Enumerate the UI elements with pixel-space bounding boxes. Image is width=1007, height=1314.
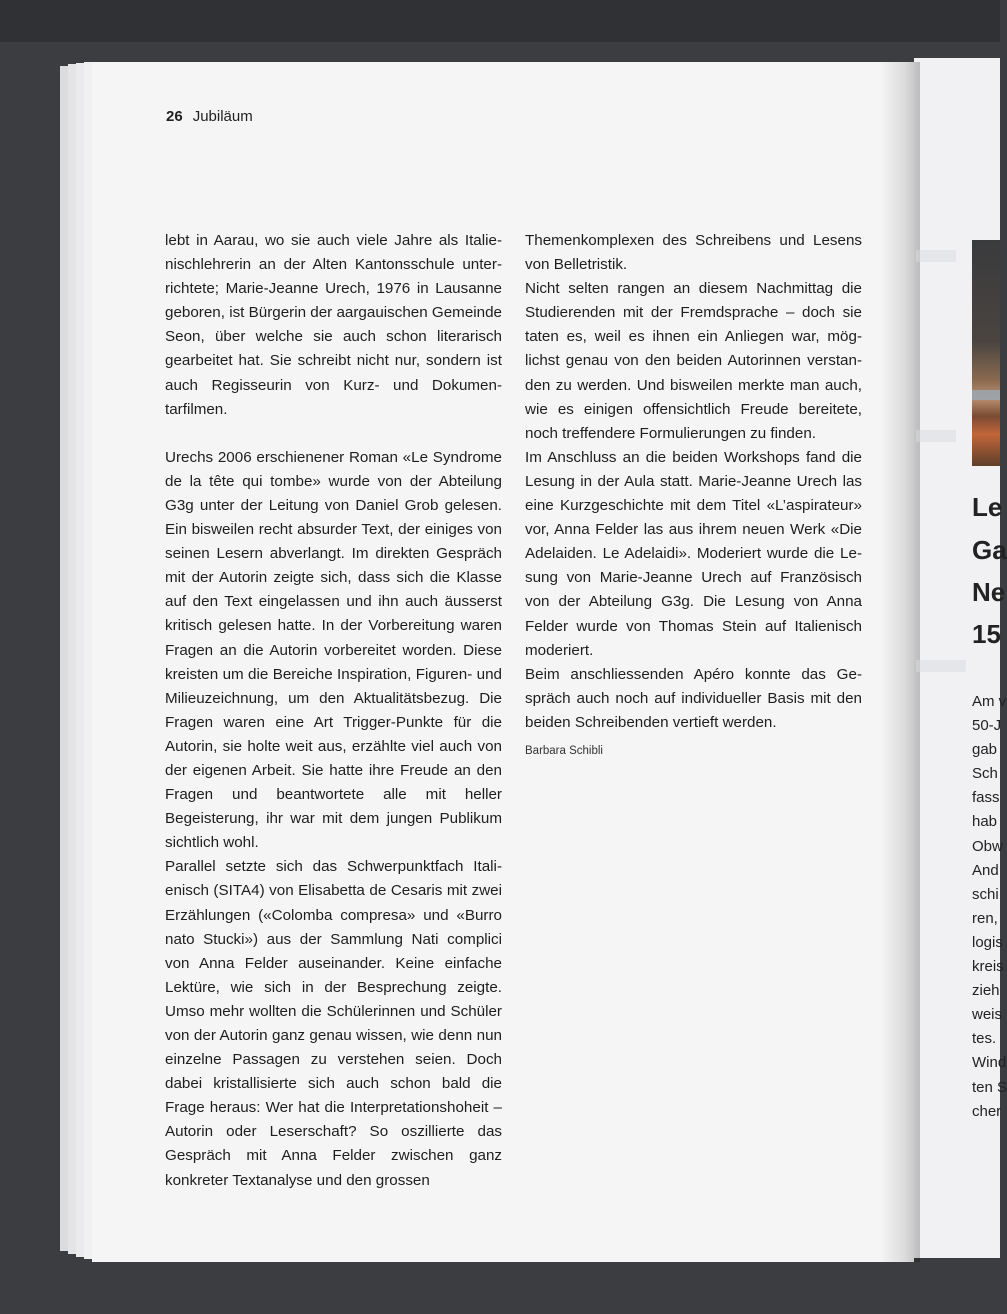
facing-body-line: fass [972, 789, 1000, 807]
facing-body-line: ren, [972, 909, 998, 927]
facing-title-line: Ne [972, 577, 1006, 607]
facing-body-line: And [972, 861, 999, 879]
facing-body-line: Obw [972, 837, 1003, 855]
facing-body-line: logis [972, 933, 1003, 951]
show-through-line [916, 660, 966, 672]
facing-body-line: Sch [972, 765, 998, 783]
facing-body-line: kreis [972, 958, 1004, 976]
facing-title-line: Le [972, 492, 1003, 522]
facing-body-line: hab [972, 813, 998, 831]
left-text-column [165, 229, 502, 1193]
paragraph: Urechs 2006 erschienener Roman «Le Syndrome de la tête qui tombe» wurde von der Abteilung G3g unter der Leitung von Daniel Grob gelesen. Ein bisweilen recht absurder Text, der einiges von seinen Lesern abverlangt. Im direkten Gespräch mit der Autorin zeigte sich, dass sich die Klasse auf den Text eingelassen und ihn auch äusserst kritisch gelesen hatte. In der Vorbereitung waren Fragen an die Autorin vorbereitet worden. Diese kreisten um die Bereiche Inspiration, Figuren- und Milieuzeichnung, um den Aktualitätsbezug. Die Fragen waren eine Art Trigger-Punkte für die Autorin, sie holte weit aus, erzählte viel auch von der eigenen Arbeit. Sie hatte ihre Freude an den Fragen und beantwortete alle mit heller Begeisterung, ihr war mit dem jungen Publikum sichtlich wohl. [165, 448, 502, 852]
page-number: 26 [166, 108, 183, 125]
photo-caption-strip [972, 390, 1000, 400]
facing-body-line: ten S [972, 1078, 1007, 1096]
page-header [166, 108, 253, 125]
paragraph: lebt in Aarau, wo sie auch viele Jahre als Italienischlehrerin an der Alten Kantonsschule unterrichtete; Marie-Jeanne Urech, 1976 in Lausanne geboren, ist Bürgerin der aargauischen Gemeinde Seon, über welche sie auch schon literarisch gearbeitet hat. Sie schreibt nicht nur, sondern ist auch Regisseurin von Kurz- und Dokumentarfilmen. [165, 232, 502, 418]
facing-title-line: Ga [972, 535, 1007, 565]
facing-body-line: cher [972, 1102, 1002, 1120]
facing-body-line: schi [972, 885, 999, 903]
section-title: Jubiläum [192, 108, 253, 125]
facing-title-line: 15 [972, 619, 1001, 649]
paragraph-gap [165, 422, 502, 446]
show-through-line [916, 430, 956, 442]
paragraph: Im Anschluss an die beiden Workshops fand die Lesung in der Aula statt. Marie-Jeanne Urech las eine Kurzgeschichte mit dem Titel «L’aspirateur» vor, Anna Felder las aus ihrem neuen Werk «Die Adelaiden. Le Adelaidi». Moderiert wurde die Lesung von Marie-Jeanne Urech auf Französisch von der Abteilung G3g. Die Lesung von Anna Felder wurde von Thomas Stein auf Italienisch moderiert. [525, 448, 862, 659]
facing-body-line: 50-J [972, 717, 1002, 735]
show-through-line [916, 250, 956, 262]
book-spine-shadow [880, 62, 920, 1262]
facing-body-line: Wind [972, 1054, 1007, 1072]
facing-body-line: zieh [972, 982, 1000, 1000]
paragraph: Beim anschliessenden Apéro konnte das Gespräch auch noch auf individueller Basis mit den beiden Schreibenden vertieft werden. [525, 665, 862, 731]
facing-page-photo [972, 240, 1000, 466]
facing-body-line: Am v [972, 693, 1007, 710]
facing-body-line: weis [972, 1006, 1003, 1024]
right-text-column [525, 229, 862, 763]
paragraph: Nicht selten rangen an diesem Nachmittag die Studierenden mit der Fremdsprache – doch sie taten es, weil es ihnen ein Anliegen war, möglichst genau von den beiden Autorinnen verstanden zu werden. Und bisweilen merkte man auch, wie es einigen offensichtlich Freude bereitete, noch treffendere Formulierungen zu finden. [525, 280, 862, 442]
paragraph: Parallel setzte sich das Schwerpunktfach Italienisch (SITA4) von Elisabetta de Cesaris mit zwei Erzählungen («Colomba compresa» und «Burro nato Stucki») aus der Sammlung Nati complici von Anna Felder auseinander. Keine einfache Lektüre, wie sich in der Besprechung zeigte. Umso mehr wollten die Schülerinnen und Schüler von der Autorin ganz genau wissen, wie denn nun einzelne Passagen zu verstehen seien. Doch dabei kristallisierte sich auch schon bald die Frage heraus: Wer hat die Interpretationshoheit – Autorin oder Leserschaft? So oszillierte das Gespräch mit Anna Felder zwischen ganz konkreter Textanalyse und den grossen [165, 858, 502, 1189]
facing-body-line: gab [972, 741, 998, 759]
author-byline: Barbara Schibli [525, 744, 603, 757]
scan-top-band [0, 0, 1000, 42]
paragraph: Themenkomplexen des Schreibens und Lesens von Belletristik. [525, 232, 862, 274]
facing-body-line: tes. [972, 1030, 997, 1048]
facing-body-text [972, 690, 1007, 1124]
